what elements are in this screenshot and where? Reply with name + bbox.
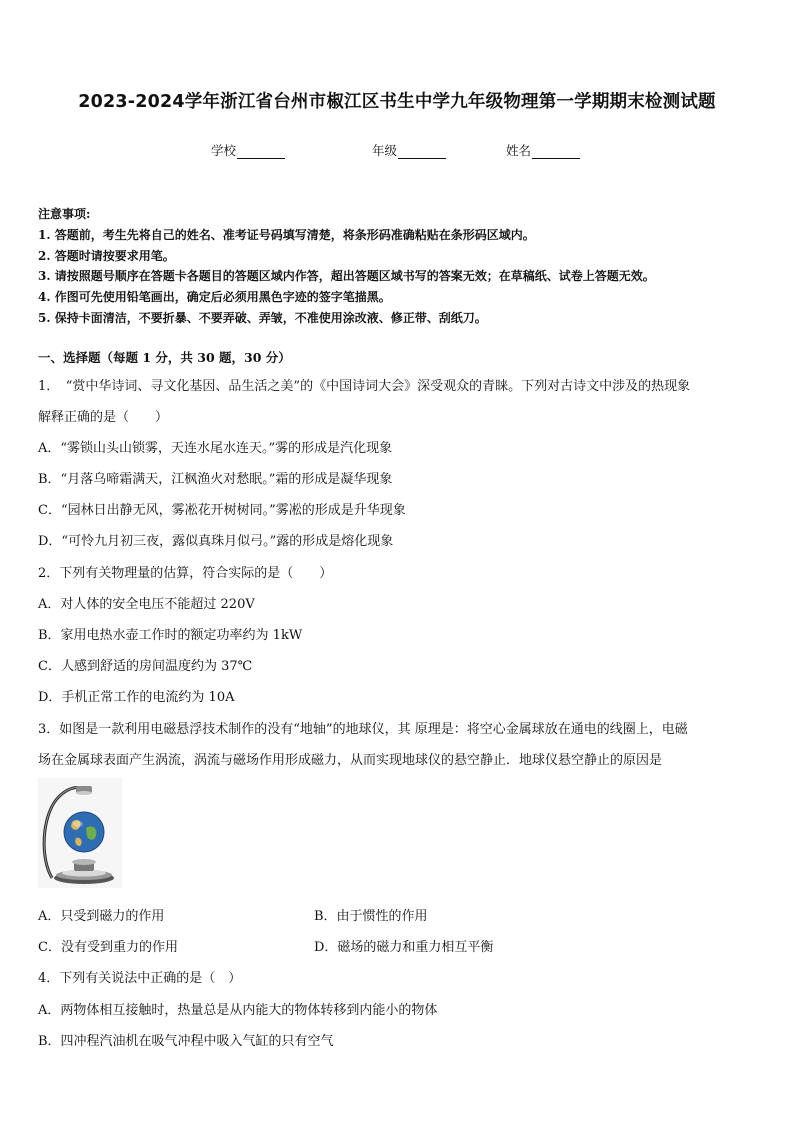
- q3-option-a: A．只受到磁力的作用: [38, 909, 165, 924]
- student-info-row: [0, 141, 794, 161]
- note-item: 2. 答题时请按要求用笔。: [38, 248, 175, 263]
- q1-stem-line2: 解释正确的是（ ）: [38, 410, 169, 425]
- q1-option-b: B．“月落乌啼霜满天，江枫渔火对愁眠。”霜的形成是凝华现象: [38, 472, 393, 487]
- q3-stem-line1: 3．如图是一款利用电磁悬浮技术制作的没有“地轴”的地球仪，其 原理是：将空心金属球放在通电的线圈上，电磁: [38, 722, 688, 737]
- q3-option-d: D．磁场的磁力和重力相互平衡: [314, 940, 494, 955]
- q2-option-b: B．家用电热水壶工作时的额定功率约为 1kW: [38, 628, 303, 643]
- note-item: 4. 作图可先使用铅笔画出，确定后必须用黑色字迹的签字笔描黑。: [38, 290, 391, 305]
- q1-stem-line1: 1． “赏中华诗词、寻文化基因、品生活之美”的《中国诗词大会》深受观众的青睐。下列对古诗文中涉及的热现象: [38, 379, 691, 394]
- school-blank[interactable]: [237, 144, 285, 159]
- grade-blank[interactable]: [398, 144, 446, 159]
- q3-option-b: B．由于惯性的作用: [314, 909, 428, 924]
- grade-field: [372, 141, 446, 159]
- notes-block: [38, 204, 655, 329]
- note-item: 1. 答题前，考生先将自己的姓名、准考证号码填写清楚，将条形码准确粘贴在条形码区域内。: [38, 227, 535, 242]
- name-field: [506, 141, 580, 159]
- q2-stem: 2．下列有关物理量的估算，符合实际的是（ ）: [38, 566, 333, 581]
- name-blank[interactable]: [532, 144, 580, 159]
- q3-option-c: C．没有受到重力的作用: [38, 940, 178, 955]
- levitating-globe-image: [38, 778, 122, 888]
- q1-option-d: D．“可怜九月初三夜，露似真珠月似弓。”露的形成是熔化现象: [38, 534, 394, 549]
- q4-option-a: A．两物体相互接触时，热量总是从内能大的物体转移到内能小的物体: [38, 1003, 438, 1018]
- q2-option-d: D．手机正常工作的电流约为 10A: [38, 690, 235, 705]
- q3-stem-line2: 场在金属球表面产生涡流，涡流与磁场作用形成磁力，从而实现地球仪的悬空静止．地球仪悬空静止的原因是: [38, 753, 663, 768]
- section-heading: 一、选择题（每题 1 分，共 30 题，30 分）: [38, 350, 291, 365]
- note-item: 3. 请按照题号顺序在答题卡各题目的答题区域内作答，超出答题区域书写的答案无效；在草稿纸、试卷上答题无效。: [38, 269, 655, 284]
- page-title: 2023-2024学年浙江省台州市椒江区书生中学九年级物理第一学期期末检测试题: [78, 92, 716, 112]
- q1-option-a: A．“雾锁山头山锁雾，天连水尾水连天。”雾的形成是汽化现象: [38, 441, 393, 456]
- note-item: 5. 保持卡面清洁，不要折暴、不要弄破、弄皱，不准使用涂改液、修正带、刮纸刀。: [38, 310, 487, 325]
- q2-option-c: C．人感到舒适的房间温度约为 37℃: [38, 659, 253, 674]
- name-label: 姓名: [506, 143, 532, 158]
- grade-label: 年级: [372, 143, 398, 158]
- school-field: [211, 141, 285, 159]
- q4-option-b: B．四冲程汽油机在吸气冲程中吸入气缸的只有空气: [38, 1034, 334, 1049]
- q4-stem: 4．下列有关说法中正确的是（ ）: [38, 971, 242, 986]
- school-label: 学校: [211, 143, 237, 158]
- q1-option-c: C．“园林日出静无风，雾凇花开树树同。”雾凇的形成是升华现象: [38, 503, 406, 518]
- q2-option-a: A．对人体的安全电压不能超过 220V: [38, 597, 255, 612]
- notes-heading: 注意事项:: [38, 207, 91, 221]
